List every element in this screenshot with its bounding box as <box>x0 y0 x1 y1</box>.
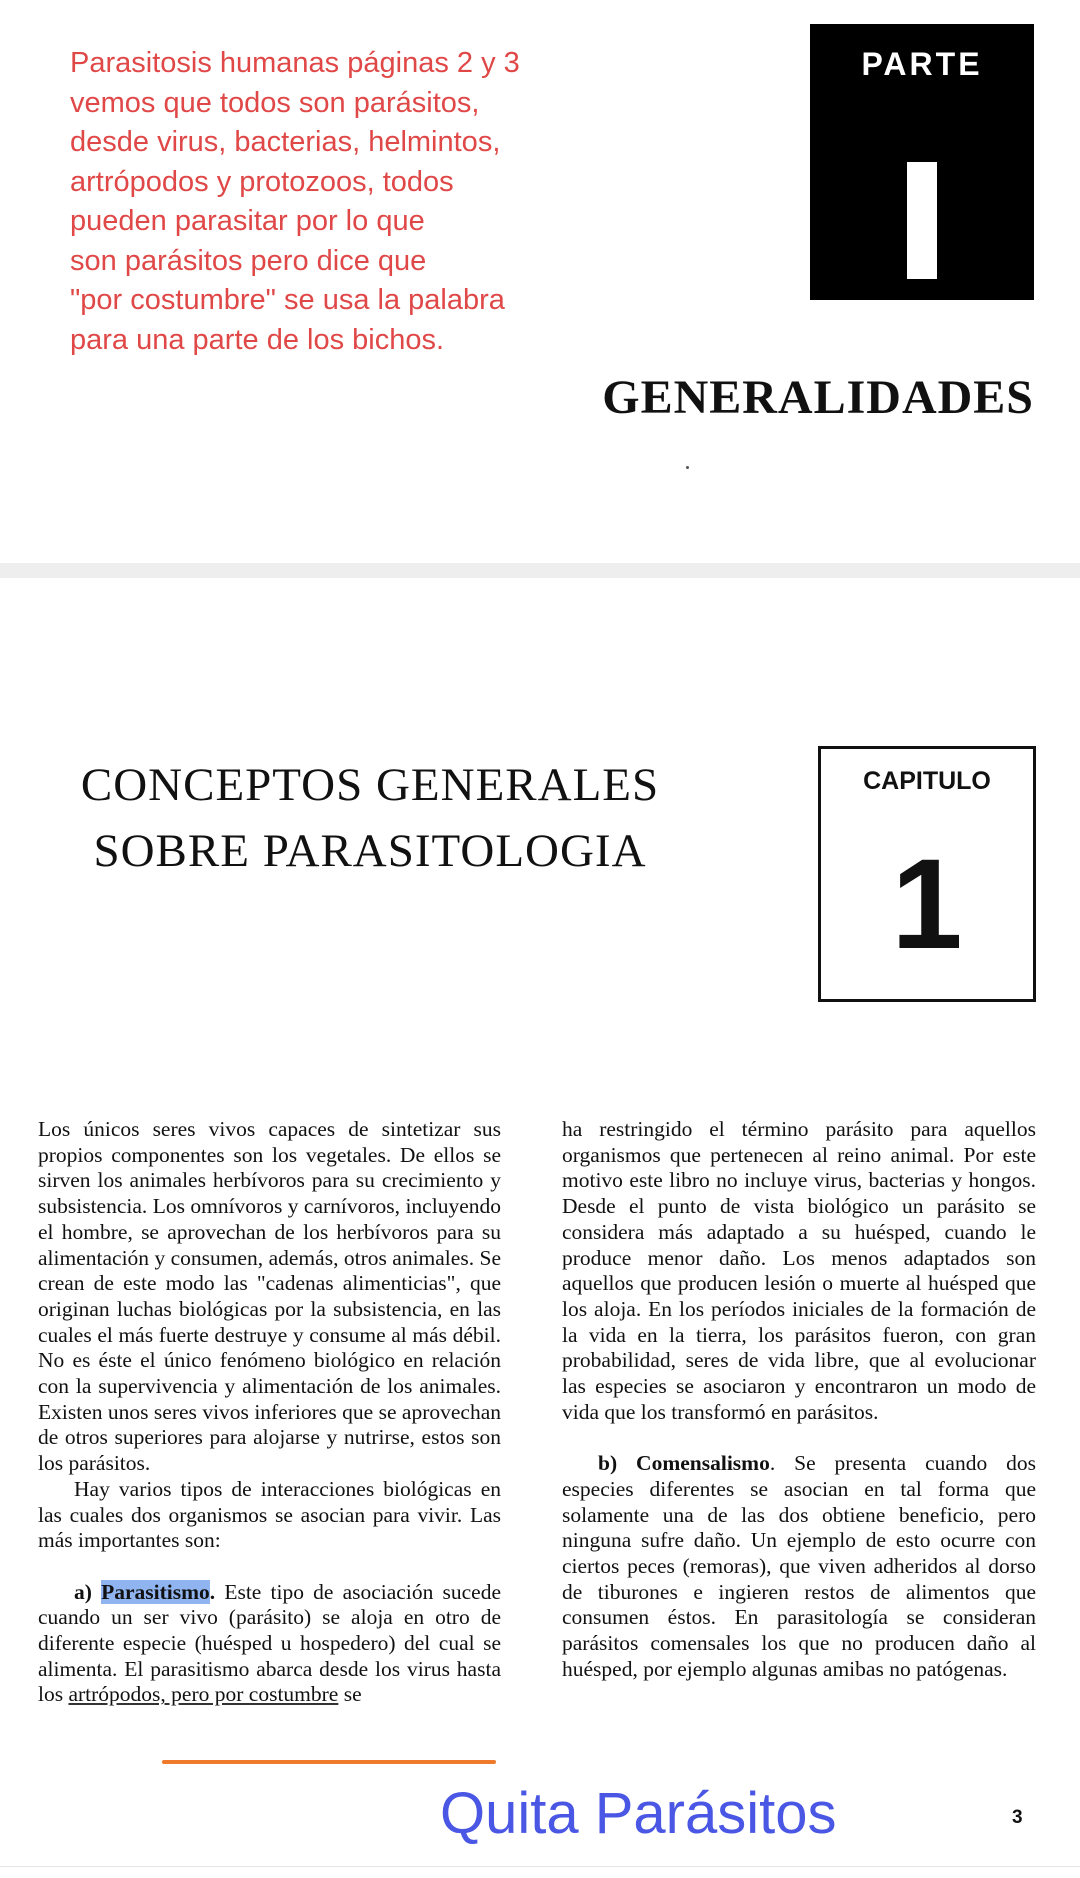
page-number: 3 <box>1012 1807 1023 1828</box>
note-line: vemos que todos son parásitos, <box>70 86 480 119</box>
page-separator <box>0 563 1080 578</box>
section-title: GENERALIDADES <box>602 371 1034 424</box>
note-line: Parasitosis humanas páginas 2 y 3 <box>70 47 520 79</box>
chapter-label: CAPITULO <box>863 767 991 795</box>
note-line: para una parte de los bichos. <box>70 323 445 356</box>
part-badge <box>810 24 1034 300</box>
paragraph: Los únicos seres vivos capaces de sintetizar sus propios componentes son los vegetales. De ellos se sirven los animales herbívoros para su crecimiento y subsistencia. Los omnívoros y carnívoros, incluyendo el hombre, se aprovechan de los herbívoros para su alimentación y consumen, además, otros animales. Se crean de este modo las "cadenas alimenticias", que originan luchas biológicas por la subsistencia, en las cuales el más fuerte destruye y consume al más débil. No es éste el único fenómeno biológico en relación con la supervivencia y alimentación de los animales. Existen unos seres vivos inferiores que se aprovechan de otros superiores para alojarse y nutrirse, estos son los parásitos. <box>38 1117 501 1476</box>
underlined-text: artrópodos, pero por costumbre <box>68 1682 339 1707</box>
item-label: a) <box>74 1579 102 1604</box>
text-column-left <box>38 1117 501 1708</box>
paragraph-parasitismo <box>38 1580 501 1709</box>
item-label: b) <box>598 1451 637 1476</box>
bottom-divider <box>0 1866 1080 1867</box>
note-line: "por costumbre" se usa la palabra <box>70 284 505 316</box>
chapter-number: 1 <box>891 833 963 976</box>
note-line: desde virus, bacterias, helmintos, <box>70 126 501 158</box>
paragraph-comensalismo <box>562 1451 1036 1682</box>
term-dot: . <box>209 1579 216 1604</box>
annotation-note <box>70 44 590 360</box>
term: Comensalismo <box>636 1451 770 1476</box>
footer-brand-text: Quita Parásitos <box>440 1781 837 1846</box>
chapter-title-line: CONCEPTOS GENERALES <box>80 759 660 811</box>
note-line: artrópodos y protozoos, todos <box>70 165 454 198</box>
annotation-underline <box>162 1760 496 1764</box>
speck <box>686 466 689 469</box>
part-label: PARTE <box>861 46 983 82</box>
note-line: pueden parasitar por lo que <box>70 205 425 237</box>
paragraph-text: Este tipo de asociación sucede cuando un ser vivo (parásito) se aloja en otro de diferente especie (huésped u hospedero) del cual se alimenta. El parasitismo abarca desde los virus hasta los <box>38 1579 501 1707</box>
chapter-title-line: SOBRE PARASITOLOGIA <box>93 825 647 877</box>
paragraph-text: . Se presenta cuando dos especies diferentes se asocian en tal forma que solamente una de las dos obtiene beneficio, pero ninguna sufre daño. Un ejemplo de esto ocurre con ciertos peces (remoras), que viven adheridos al dorso de tiburones e ingieren restos de alimentos que consumen éstos. En parasitología se consideran parásitos comensales los que no producen daño al huésped, por ejemplo algunas amibas no patógenas. <box>562 1451 1036 1681</box>
paragraph: Hay varios tipos de interacciones biológicas en las cuales dos organismos se asocian para vivir. Las más importantes son: <box>38 1476 501 1553</box>
note-line: son parásitos pero dice que <box>70 244 427 277</box>
paragraph: ha restringido el término parásito para aquellos organismos que pertenecen al reino animal. Por este motivo este libro no incluye virus, bacterias y hongos. Desde el punto de vista biológico un parásito se considera más adaptado a su huésped, cuando le produce menor daño. Los menos adaptados son aquellos que producen lesión o muerte al huésped que los aloja. En los períodos iniciales de la formación de la vida en la tierra, los parásitos fueron, con gran probabilidad, seres de vida libre, que al evolucionar las especies se asociaron y encontraron un modo de vida que los transformó en parásitos. <box>562 1117 1036 1424</box>
chapter-title <box>60 752 680 884</box>
part-numeral <box>907 162 937 279</box>
paragraph-text: se <box>338 1682 362 1707</box>
chapter-badge <box>818 746 1036 1002</box>
highlighted-term: Parasitismo <box>101 1579 210 1604</box>
text-column-right <box>562 1117 1036 1682</box>
